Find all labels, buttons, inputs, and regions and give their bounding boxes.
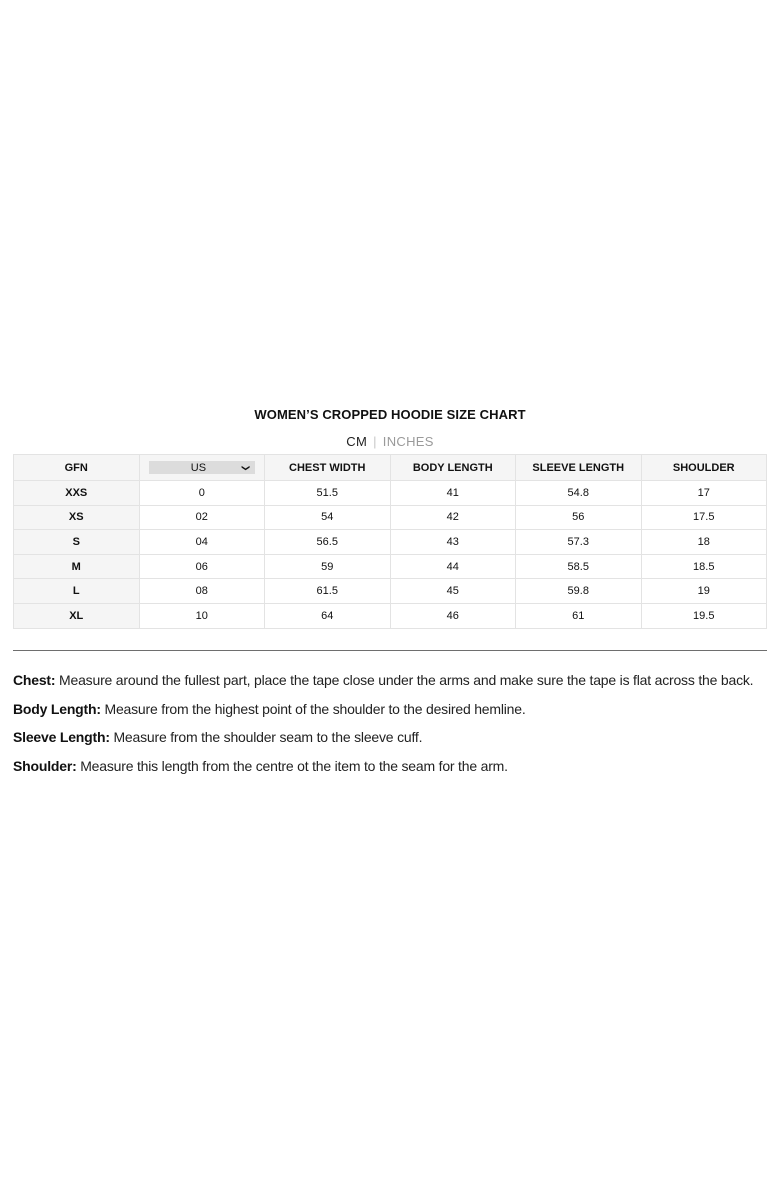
chevron-down-icon: ❯: [241, 464, 251, 471]
section-divider: [13, 650, 767, 651]
cell-sleeve: 57.3: [516, 530, 642, 555]
unit-cm-button[interactable]: CM: [346, 434, 368, 449]
cell-body: 44: [390, 554, 516, 579]
cell-sleeve: 59.8: [516, 579, 642, 604]
note-text: Measure from the highest point of the shoulder to the desired hemline.: [100, 700, 526, 717]
table-row: [14, 530, 767, 555]
cell-gfn: XXS: [14, 481, 140, 506]
table-row: [14, 579, 767, 604]
note-sleeve-length: [13, 723, 773, 752]
cell-body: 45: [390, 579, 516, 604]
note-shoulder: [13, 752, 773, 781]
cell-shoulder: 18: [641, 530, 767, 555]
table-header-row: [14, 455, 767, 481]
header-us: [139, 455, 265, 481]
header-shoulder: SHOULDER: [641, 455, 767, 481]
note-term: Sleeve Length:: [13, 729, 110, 745]
note-text: Measure from the shoulder seam to the sleeve cuff.: [109, 729, 423, 745]
cell-us: 04: [139, 530, 265, 555]
note-text: Measure around the fullest part, place the tape close under the arms and make sure the tape is flat across the back.: [55, 672, 754, 688]
note-body-length: [13, 695, 773, 724]
cell-body: 46: [390, 603, 516, 628]
measurement-notes: [13, 666, 773, 780]
unit-toggle: [0, 434, 780, 449]
header-gfn: GFN: [14, 455, 140, 481]
cell-chest: 54: [265, 505, 391, 530]
note-term: Body Length:: [13, 700, 101, 717]
cell-shoulder: 19: [641, 579, 767, 604]
cell-sleeve: 58.5: [516, 554, 642, 579]
us-size-select[interactable]: [149, 461, 255, 474]
size-chart-title: WOMEN’S CROPPED HOODIE SIZE CHART: [254, 407, 526, 422]
note-term: Shoulder:: [13, 757, 77, 774]
cell-chest: 59: [265, 554, 391, 579]
size-table: [13, 454, 767, 629]
header-chest-width: CHEST WIDTH: [265, 455, 391, 481]
cell-us: 0: [139, 481, 265, 506]
cell-sleeve: 56: [516, 505, 642, 530]
cell-gfn: S: [14, 530, 140, 555]
table-row: [14, 554, 767, 579]
note-term: Chest:: [13, 672, 56, 688]
us-select-label: US: [190, 461, 207, 474]
cell-gfn: M: [14, 554, 140, 579]
table-row: [14, 481, 767, 506]
cell-us: 02: [139, 505, 265, 530]
note-chest: [13, 666, 773, 695]
unit-inches-button[interactable]: INCHES: [382, 434, 434, 449]
table-row: [14, 505, 767, 530]
unit-separator: |: [373, 434, 377, 449]
cell-chest: 51.5: [265, 481, 391, 506]
cell-chest: 64: [265, 603, 391, 628]
header-body-length: BODY LENGTH: [390, 455, 516, 481]
cell-sleeve: 54.8: [516, 481, 642, 506]
cell-shoulder: 19.5: [641, 603, 767, 628]
cell-gfn: XL: [14, 603, 140, 628]
note-text: Measure this length from the centre ot the item to the seam for the arm.: [76, 757, 508, 774]
cell-body: 43: [390, 530, 516, 555]
table-row: [14, 603, 767, 628]
cell-chest: 56.5: [265, 530, 391, 555]
cell-chest: 61.5: [265, 579, 391, 604]
cell-gfn: L: [14, 579, 140, 604]
cell-gfn: XS: [14, 505, 140, 530]
cell-body: 42: [390, 505, 516, 530]
cell-us: 10: [139, 603, 265, 628]
header-sleeve-length: SLEEVE LENGTH: [516, 455, 642, 481]
cell-body: 41: [390, 481, 516, 506]
cell-shoulder: 17: [641, 481, 767, 506]
cell-shoulder: 18.5: [641, 554, 767, 579]
cell-us: 08: [139, 579, 265, 604]
cell-shoulder: 17.5: [641, 505, 767, 530]
cell-us: 06: [139, 554, 265, 579]
cell-sleeve: 61: [516, 603, 642, 628]
